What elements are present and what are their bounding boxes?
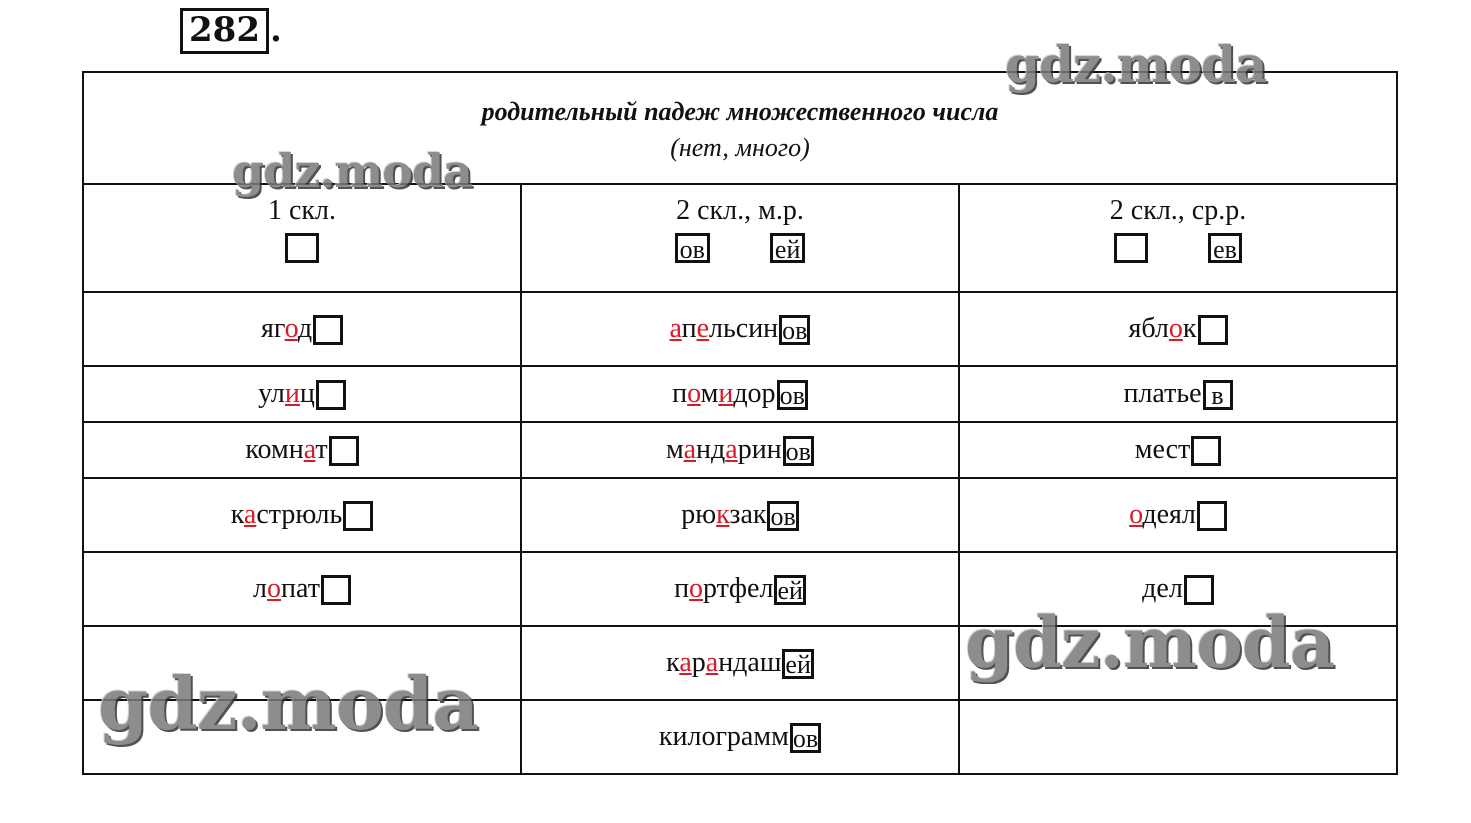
table-cell [959,478,1397,552]
word [666,647,814,678]
table-row [83,422,1397,478]
table-cell [83,366,521,422]
stressed-letter: е [696,312,710,344]
word [1135,434,1222,465]
stressed-letter: а [705,646,719,678]
table-title: родительный падеж множественного числа [481,97,999,126]
word-part: к [1182,312,1197,344]
word-part: ябл [1128,312,1169,344]
ending-box [285,233,319,263]
stressed-letter: о [1168,312,1183,344]
table-cell [83,552,521,626]
ending-box [1114,233,1148,263]
exercise-number: 282 . [180,8,282,54]
word-part: ц [299,377,315,409]
ending-box [1184,575,1214,605]
ending-box: в [1203,380,1233,410]
word-part: т [315,433,328,465]
word-part: яг [260,312,285,344]
column-label: 2 скл., м.р. [676,195,804,226]
table-cell [959,292,1397,366]
word [1123,378,1232,409]
column-header [521,184,959,292]
table-cell [959,422,1397,478]
word [258,378,346,409]
ending-box: ов [675,233,710,263]
ending-box [313,315,343,345]
table-row [83,366,1397,422]
word [245,434,358,465]
stressed-letter: о [687,377,701,409]
word-part: п [674,572,690,604]
table-cell [83,700,521,774]
word-part: л [253,572,268,604]
table-subtitle: (нет, много) [670,133,810,162]
word-part: нд [696,433,726,465]
ending-box: ов [790,723,821,753]
word-part: стрюль [256,498,343,530]
ending-box: ей [770,233,805,263]
table-row [83,552,1397,626]
word [1142,573,1214,604]
column-label: 1 скл. [267,195,336,226]
table-row [83,292,1397,366]
column-header [83,184,521,292]
word-part: к [666,646,680,678]
ending-box: ов [777,380,808,410]
table-cell [83,626,521,700]
word [670,313,811,344]
table-cell [83,292,521,366]
word-part: ул [258,377,285,409]
word-part: п [672,377,688,409]
word-part: м [666,433,684,465]
stressed-letter: к [716,498,730,530]
word [1129,499,1227,530]
ending-box: ов [779,315,810,345]
word-part: м [700,377,719,409]
table-cell [521,552,959,626]
word-part: дел [1142,572,1183,604]
column-header [959,184,1397,292]
word [672,378,808,409]
ending-box: ей [782,649,813,679]
watermark: gdz.moda [1005,35,1267,94]
stressed-letter: о [267,572,282,604]
table-row [83,478,1397,552]
table-cell [521,478,959,552]
table-cell [959,626,1397,700]
stressed-letter: и [718,377,734,409]
word [231,499,374,530]
stressed-letter: а [679,646,692,678]
word [261,313,343,344]
stressed-letter: и [284,377,300,409]
ending-box [1198,315,1228,345]
ending-box [321,575,351,605]
table-cell [959,366,1397,422]
word [253,573,351,604]
exercise-number-box: 282 [180,8,269,54]
table-row [83,700,1397,774]
table-cell [83,478,521,552]
table-cell [521,626,959,700]
table-cell [521,292,959,366]
word [659,721,821,752]
word [666,434,814,465]
ending-box: ев [1208,233,1242,263]
watermark: gdz.moda [98,661,478,746]
word-part: ртфел [703,572,774,604]
stressed-letter: а [243,498,257,530]
word-part: п [681,312,697,344]
table-cell [521,366,959,422]
word-part: комн [245,433,304,465]
word-part: деял [1142,498,1196,530]
ending-box: ов [767,501,798,531]
ending-box [1197,501,1227,531]
word-part: р [691,646,706,678]
word-part: дор [733,377,776,409]
watermark: gdz.moda [232,144,472,198]
ending-box [1191,436,1221,466]
table-cell [959,552,1397,626]
word [674,573,806,604]
column-label: 2 скл., ср.р. [1109,195,1247,226]
word-part: рин [737,433,782,465]
ending-box [329,436,359,466]
stressed-letter: а [669,312,682,344]
table-row [83,626,1397,700]
word-part: льсин [709,312,779,344]
table-cell [83,422,521,478]
ending-box: ей [774,575,805,605]
ending-box [316,380,346,410]
table-cell [521,700,959,774]
word-part: мест [1134,433,1191,465]
ending-box: ов [783,436,814,466]
declension-table [82,71,1398,775]
word-part: рю [681,498,717,530]
stressed-letter: а [725,433,738,465]
ending-box [343,501,373,531]
word-part: д [297,312,313,344]
stressed-letter: о [1129,498,1143,530]
table-cell [959,700,1397,774]
word-part: ндаш [718,646,782,678]
word [681,499,799,530]
word-part: пат [281,572,320,604]
stressed-letter: а [683,433,697,465]
word-part: платье [1123,377,1202,409]
word-part: зак [729,498,767,530]
watermark: gdz.moda [965,601,1335,684]
word-part: килограмм [658,720,789,752]
stressed-letter: о [284,312,298,344]
word-part: к [230,498,244,530]
table-header [83,72,1397,184]
stressed-letter: а [303,433,316,465]
table-cell [521,422,959,478]
word [1128,313,1227,344]
stressed-letter: о [689,572,704,604]
